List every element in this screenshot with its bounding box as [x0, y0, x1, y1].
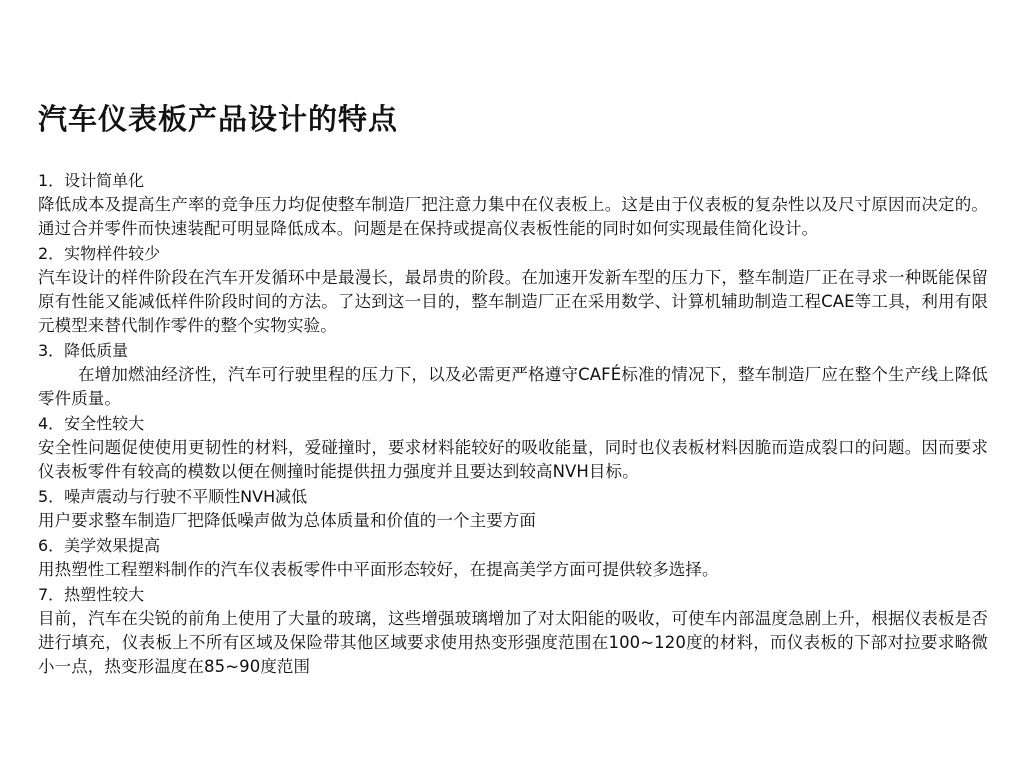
section-design-simplification — [38, 168, 988, 241]
section-body: 汽车设计的样件阶段在汽车开发循环中是最漫长，最昂贵的阶段。在加速开发新车型的压力下，整车制造厂正在寻求一种既能保留原有性能又能减低样件阶段时间的方法。了达到这一目的，整车制造厂正在采用数学、计算机辅助制造工程CAE等工具，利用有限元模型来替代制作零件的整个实物实验。 — [38, 268, 988, 335]
section-body: 目前，汽车在尖锐的前角上使用了大量的玻璃，这些增强玻璃增加了对太阳能的吸收，可使车内部温度急剧上升，根据仪表板是否进行填充，仪表板上不所有区域及保险带其他区域要求使用热变形强度范围在100~120度的材料，而仪表板的下部对拉要求略微小一点，热变形温度在85~90度范围 — [38, 609, 988, 676]
section-reduce-mass — [38, 338, 988, 411]
section-safety — [38, 411, 988, 484]
section-body: 在增加燃油经济性，汽车可行驶里程的压力下，以及必需更严格遵守CAFÉ标准的情况下，整车制造厂应在整个生产线上降低零件质量。 — [38, 365, 988, 408]
section-heading: 2．实物样件较少 — [38, 244, 161, 263]
section-body: 用户要求整车制造厂把降低噪声做为总体质量和价值的一个主要方面 — [38, 511, 536, 530]
section-thermoplastic — [38, 582, 988, 679]
slide-content — [38, 168, 988, 679]
section-heading: 7．热塑性较大 — [38, 585, 145, 604]
section-fewer-prototypes — [38, 241, 988, 338]
section-aesthetics — [38, 533, 988, 582]
section-nvh — [38, 484, 988, 533]
section-body: 用热塑性工程塑料制作的汽车仪表板零件中平面形态较好，在提高美学方面可提供较多选择。 — [38, 560, 719, 579]
section-heading: 3．降低质量 — [38, 341, 129, 360]
section-heading: 4．安全性较大 — [38, 414, 145, 433]
section-heading: 5．噪声震动与行驶不平顺性NVH减低 — [38, 487, 308, 506]
section-body: 安全性问题促使使用更韧性的材料，爱碰撞时，要求材料能较好的吸收能量，同时也仪表板材料因脆而造成裂口的问题。因而要求仪表板零件有较高的模数以便在侧撞时能提供扭力强度并且要达到较高NVH目标。 — [38, 438, 988, 481]
section-body: 降低成本及提高生产率的竞争压力均促使整车制造厂把注意力集中在仪表板上。这是由于仪表板的复杂性以及尺寸原因而决定的。通过合并零件而快速装配可明显降低成本。问题是在保持或提高仪表板性能的同时如何实现最佳简化设计。 — [38, 195, 988, 238]
section-heading: 1．设计简单化 — [38, 171, 145, 190]
section-heading: 6．美学效果提高 — [38, 536, 161, 555]
slide-title: 汽车仪表板产品设计的特点 — [38, 102, 399, 136]
